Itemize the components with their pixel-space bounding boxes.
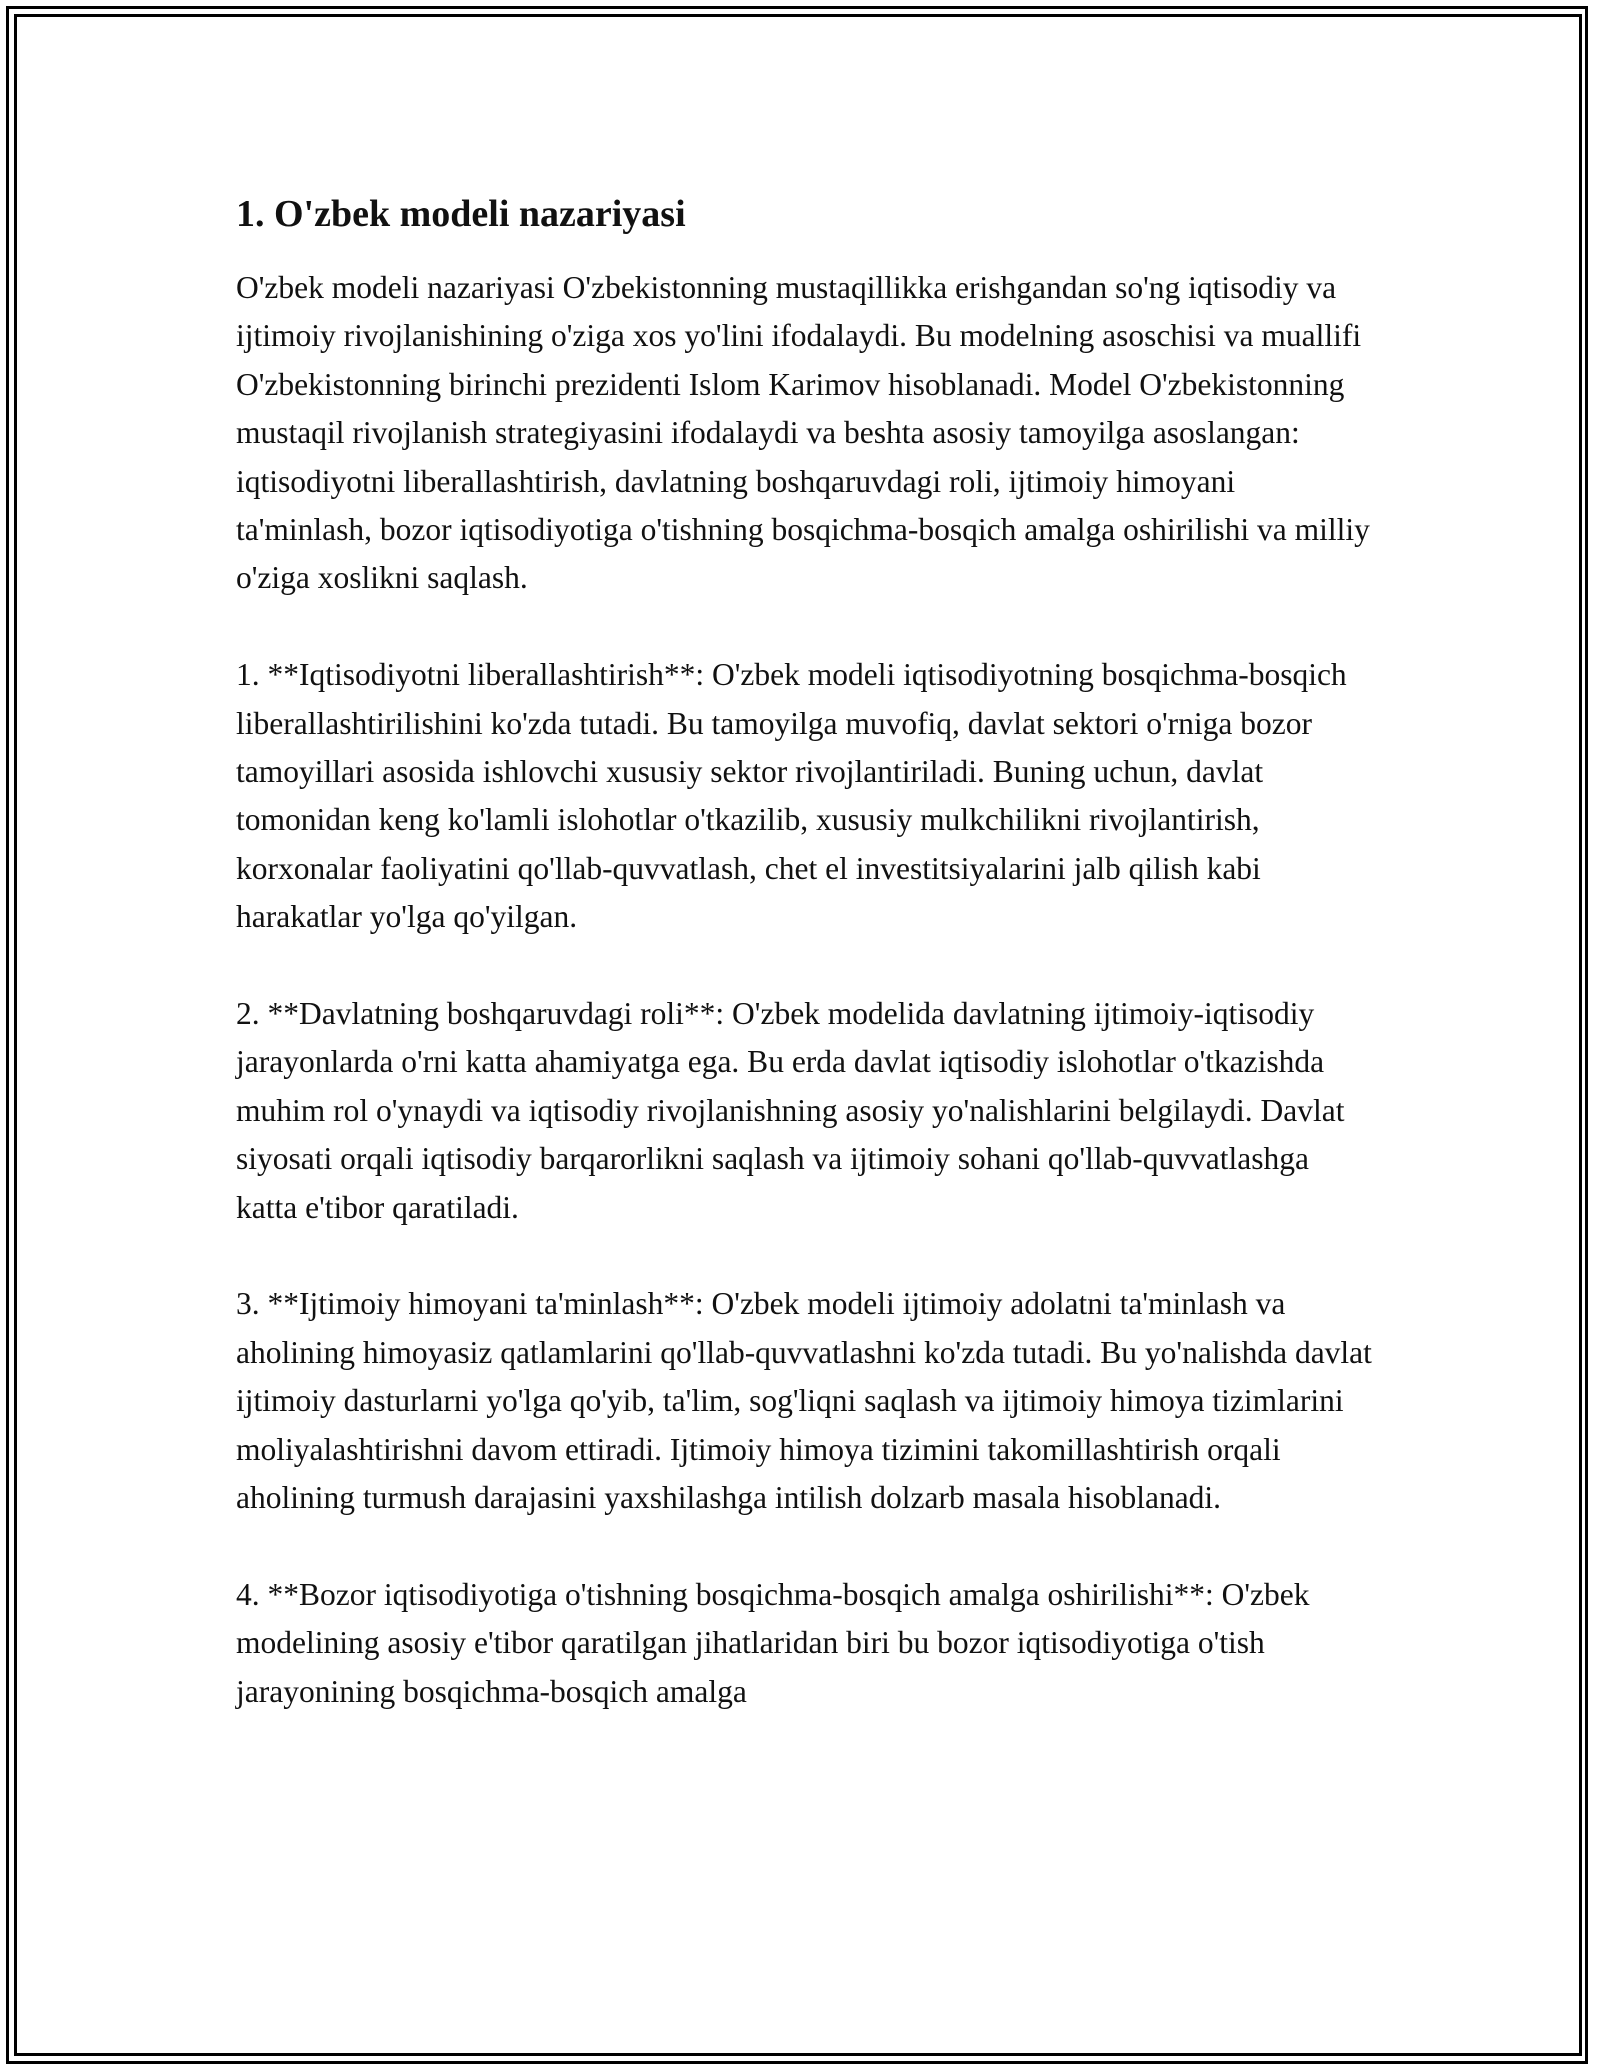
section-heading: 1. O'zbek modeli nazariyasi [236, 193, 686, 235]
principle-market-transition-paragraph: 4. **Bozor iqtisodiyotiga o'tishning bosqichma-bosqich amalga oshirilishi**: O'zbek modelining asosiy e'tibor qaratilgan jihatlaridan biri bu bozor iqtisodiyotiga o'tish jarayonining bosqichma-bosqich amalga [236, 1576, 1310, 1709]
intro-paragraph: O'zbek modeli nazariyasi O'zbekistonning mustaqillikka erishgandan so'ng iqtisodiy va ijtimoiy rivojlanishining o'ziga xos yo'lini ifodalaydi. Bu modelning asoschisi va muallifi O'zbekistonning birinchi prezidenti Islom Karimov hisoblanadi. Model O'zbekistonning mustaqil rivojlanish strategiyasini ifodalaydi va beshta asosiy tamoyilga asoslangan: iqtisodiyotni liberallashtirish, davlatning boshqaruvdagi roli, ijtimoiy himoyani ta'minlash, bozor iqtisodiyotiga o'tishning bosqichma-bosqich amalga oshirilishi va milliy o'ziga xoslikni saqlash. [236, 270, 1370, 596]
principle-state-role-paragraph: 2. **Davlatning boshqaruvdagi roli**: O'zbek modelida davlatning ijtimoiy-iqtisodiy jarayonlarda o'rni katta ahamiyatga ega. Bu erda davlat iqtisodiy islohotlar o'tkazishda muhim rol o'ynaydi va iqtisodiy rivojlanishning asosiy yo'nalishlarini belgilaydi. Davlat siyosati orqali iqtisodiy barqarorlikni saqlash va ijtimoiy sohani qo'llab-quvvatlashga katta e'tibor qaratiladi. [236, 996, 1345, 1225]
document-body [236, 190, 1376, 1765]
principle-social-protection-paragraph: 3. **Ijtimoiy himoyani ta'minlash**: O'zbek modeli ijtimoiy adolatni ta'minlash va aholining himoyasiz qatlamlarini qo'llab-quvvatlashni ko'zda tutadi. Bu yo'nalishda davlat ijtimoiy dasturlarni yo'lga qo'yib, ta'lim, sog'liqni saqlash va ijtimoiy himoya tizimlarini moliyalashtirishni davom ettiradi. Ijtimoiy himoya tizimini takomillashtirish orqali aholining turmush darajasini yaxshilashga intilish dolzarb masala hisoblanadi. [236, 1286, 1372, 1516]
principle-liberalization-paragraph: 1. **Iqtisodiyotni liberallashtirish**: O'zbek modeli iqtisodiyotning bosqichma-bosqich liberallashtirilishini ko'zda tutadi. Bu tamoyilga muvofiq, davlat sektori o'rniga bozor tamoyillari asosida ishlovchi xususiy sektor rivojlantiriladi. Buning uchun, davlat tomonidan keng ko'lamli islohotlar o'tkazilib, xususiy mulkchilikni rivojlantirish, korxonalar faoliyatini qo'llab-quvvatlash, chet el investitsiyalarini jalb qilish kabi harakatlar yo'lga qo'yilgan. [236, 657, 1347, 935]
